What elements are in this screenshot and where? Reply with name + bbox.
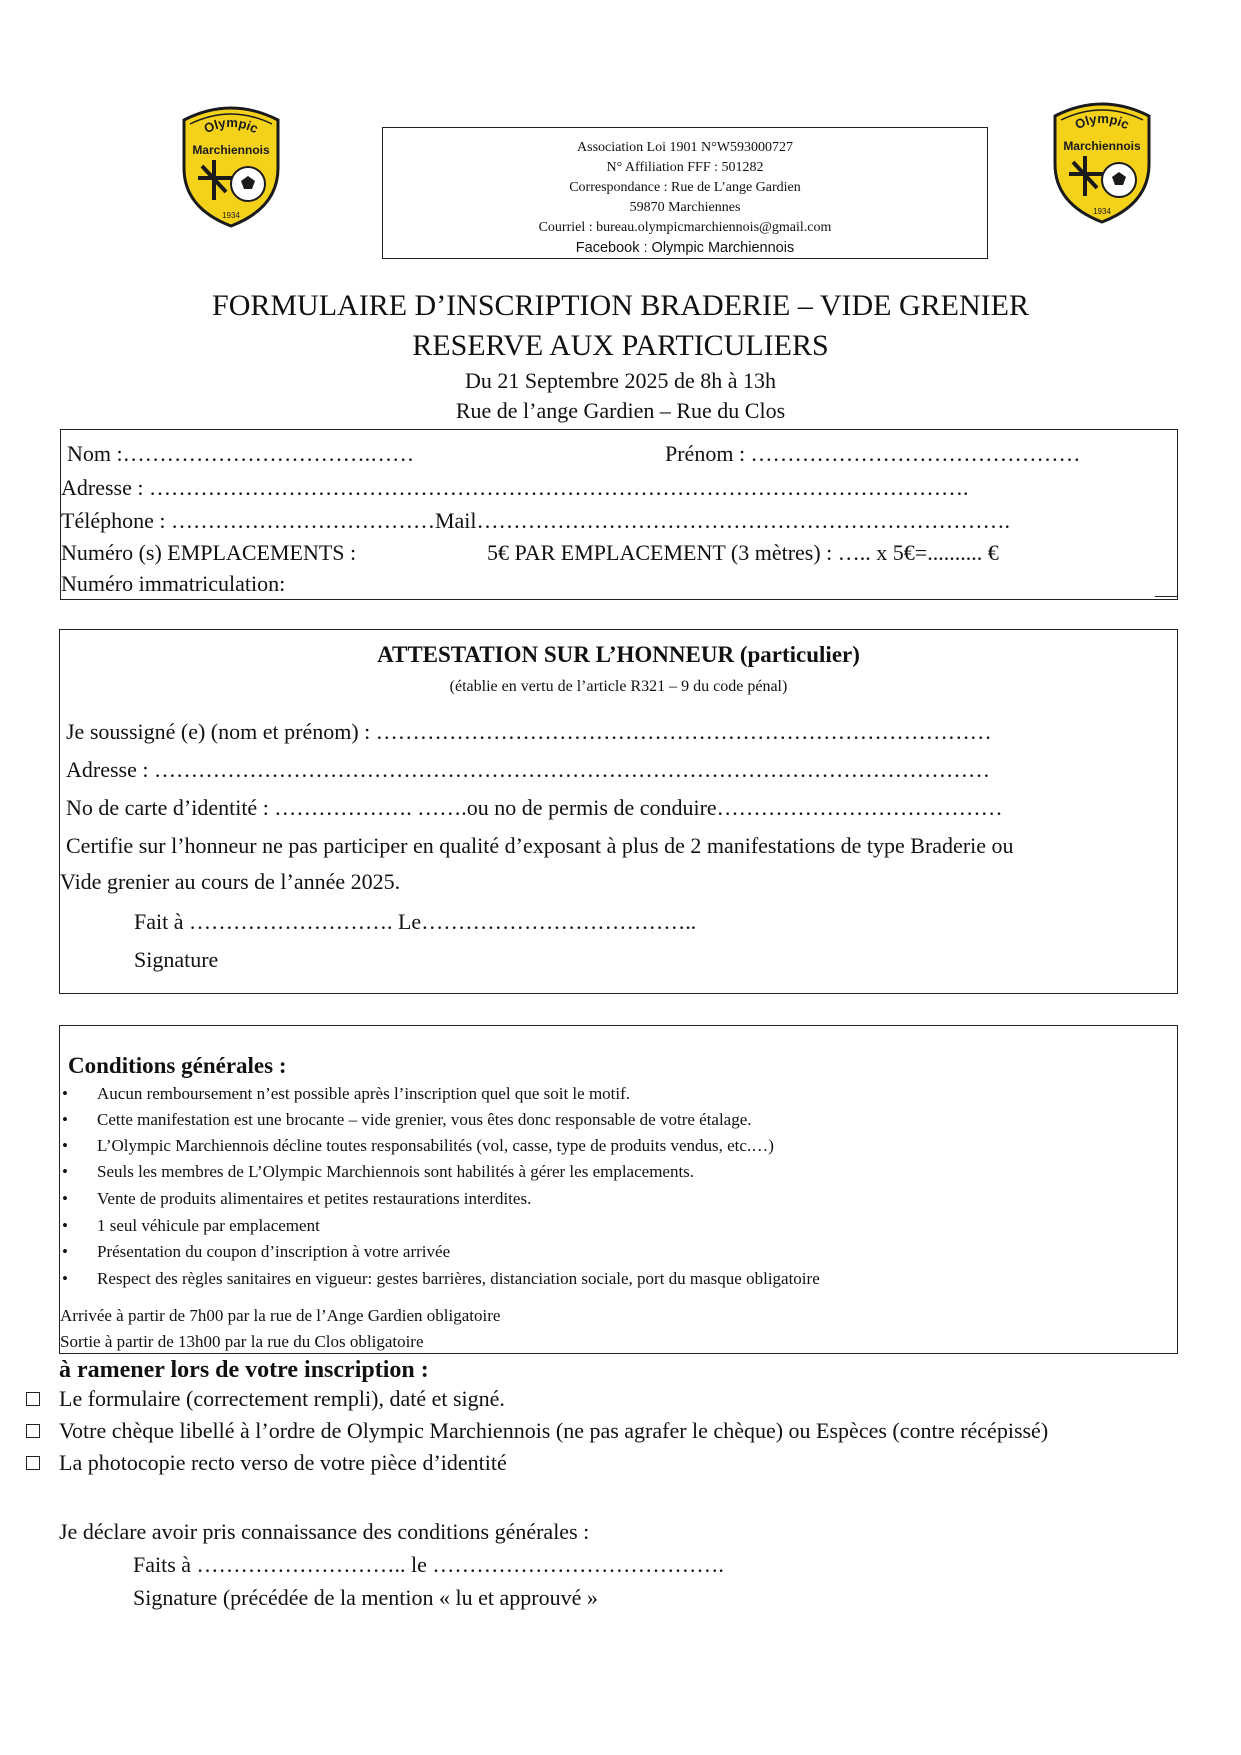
checklist-label: Votre chèque libellé à l’ordre de Olympic Marchiennois (ne pas agrafer le chèque) ou Espèces (contre récépissé)	[59, 1418, 1049, 1443]
checkbox-icon[interactable]	[26, 1424, 40, 1438]
logo-year: 1934	[222, 211, 240, 220]
condition-text: 1 seul véhicule par emplacement	[97, 1216, 320, 1235]
condition-text: Vente de produits alimentaires et petites restaurations interdites.	[97, 1189, 532, 1208]
to-bring-title: à ramener lors de votre inscription :	[59, 1357, 429, 1383]
logo-bottom-text: Marchiennois	[1063, 139, 1141, 153]
certification-text-cont: Vide grenier au cours de l’année 2025.	[60, 869, 401, 894]
bullet-icon: •	[62, 1136, 68, 1155]
email-address: Courriel : bureau.olympicmarchiennois@gmail.com	[538, 220, 832, 235]
logo-top-text: Olympic	[1072, 110, 1132, 133]
fait-a-field[interactable]: Fait à ………………………. Le………………………………..	[134, 909, 697, 934]
attestation-subtitle: (établie en vertu de l’article R321 – 9 du code pénal)	[449, 678, 788, 695]
condition-text: Aucun remboursement n’est possible après l’inscription quel que soit le motif.	[97, 1084, 631, 1103]
facebook-page: Facebook : Olympic Marchiennois	[575, 240, 795, 256]
association-registration: Association Loi 1901 N°W593000727	[577, 140, 793, 155]
immatriculation-field[interactable]: Numéro immatriculation:	[61, 571, 286, 596]
association-info-box	[382, 127, 988, 259]
club-logo-right	[1047, 94, 1157, 224]
bullet-icon: •	[62, 1216, 68, 1235]
bullet-icon: •	[62, 1242, 68, 1261]
prenom-field[interactable]: Prénom : ………………………………………	[665, 441, 1081, 466]
checklist-label: Le formulaire (correctement rempli), daté et signé.	[59, 1386, 505, 1411]
conditions-box	[59, 1025, 1178, 1354]
price-calculation-field[interactable]: 5€ PAR EMPLACEMENT (3 mètres) : ….. x 5€=.......... €	[487, 540, 999, 565]
bullet-icon: •	[62, 1189, 68, 1208]
checkbox-icon[interactable]	[26, 1392, 40, 1406]
bullet-icon: •	[62, 1110, 68, 1129]
attestation-title: ATTESTATION SUR L’HONNEUR (particulier)	[377, 642, 860, 667]
bullet-icon: •	[62, 1084, 68, 1103]
attestation-signature: Signature	[134, 947, 219, 972]
nom-field[interactable]: Nom :…………………………….……	[67, 441, 415, 466]
form-subtitle: RESERVE AUX PARTICULIERS	[412, 329, 829, 362]
conditions-title: Conditions générales :	[68, 1053, 287, 1078]
condition-text: Présentation du coupon d’inscription à votre arrivée	[97, 1242, 451, 1261]
condition-text: Respect des règles sanitaires en vigueur: gestes barrières, distanciation sociale, port du masque obligatoire	[97, 1269, 820, 1288]
postal-code-city: 59870 Marchiennes	[629, 200, 741, 215]
attestation-adresse-field[interactable]: Adresse : ……………………………………………………………………………………………………	[66, 757, 990, 782]
certification-text: Certifie sur l’honneur ne pas participer en qualité d’exposant à plus de 2 manifestations de type Braderie ou	[66, 833, 1014, 858]
logo-year: 1934	[1093, 207, 1111, 216]
logo-top-text: Olympic	[201, 114, 261, 137]
condition-text: L’Olympic Marchiennois décline toutes responsabilités (vol, casse, type de produits vendus, etc.…)	[97, 1136, 774, 1155]
corner-rule	[1155, 596, 1177, 597]
condition-text: Cette manifestation est une brocante – vide grenier, vous êtes donc responsable de votre étalage.	[97, 1110, 752, 1129]
checkbox-icon[interactable]	[26, 1456, 40, 1470]
exit-note: Sortie à partir de 13h00 par la rue du Clos obligatoire	[60, 1332, 424, 1351]
form-title: FORMULAIRE D’INSCRIPTION BRADERIE – VIDE GRENIER	[212, 289, 1029, 322]
correspondence-address: Correspondance : Rue de L’ange Gardien	[569, 180, 801, 195]
adresse-field[interactable]: Adresse : ………………………………………………………………………………………………….	[61, 475, 969, 500]
condition-text: Seuls les membres de L’Olympic Marchiennois sont habilités à gérer les emplacements.	[97, 1162, 695, 1181]
telephone-mail-field[interactable]: Téléphone : ………………………………Mail……………………………………………………………….	[61, 508, 1011, 533]
event-date: Du 21 Septembre 2025 de 8h à 13h	[465, 368, 776, 393]
final-signature: Signature (précédée de la mention « lu et approuvé »	[133, 1585, 598, 1610]
soussigne-field[interactable]: Je soussigné (e) (nom et prénom) : …………………………………………………………………………	[66, 719, 992, 744]
identity-card-field[interactable]: No de carte d’identité : ………………. …….ou no de permis de conduire…………………………………	[66, 795, 1003, 820]
checklist-label: La photocopie recto verso de votre pièce d’identité	[59, 1450, 507, 1475]
registration-info-box	[60, 429, 1178, 600]
bullet-icon: •	[62, 1162, 68, 1181]
event-location: Rue de l’ange Gardien – Rue du Clos	[455, 398, 786, 423]
emplacements-field[interactable]: Numéro (s) EMPLACEMENTS :	[61, 540, 357, 565]
attestation-box	[59, 629, 1178, 994]
faits-a-field[interactable]: Faits à ……………………….. le ………………………………….	[133, 1552, 724, 1577]
club-logo-left	[176, 98, 286, 228]
affiliation-number: N° Affiliation FFF : 501282	[606, 160, 764, 175]
bullet-icon: •	[62, 1269, 68, 1288]
arrival-note: Arrivée à partir de 7h00 par la rue de l’Ange Gardien obligatoire	[60, 1306, 501, 1325]
logo-bottom-text: Marchiennois	[192, 143, 270, 157]
declaration-text: Je déclare avoir pris connaissance des conditions générales :	[59, 1519, 590, 1544]
